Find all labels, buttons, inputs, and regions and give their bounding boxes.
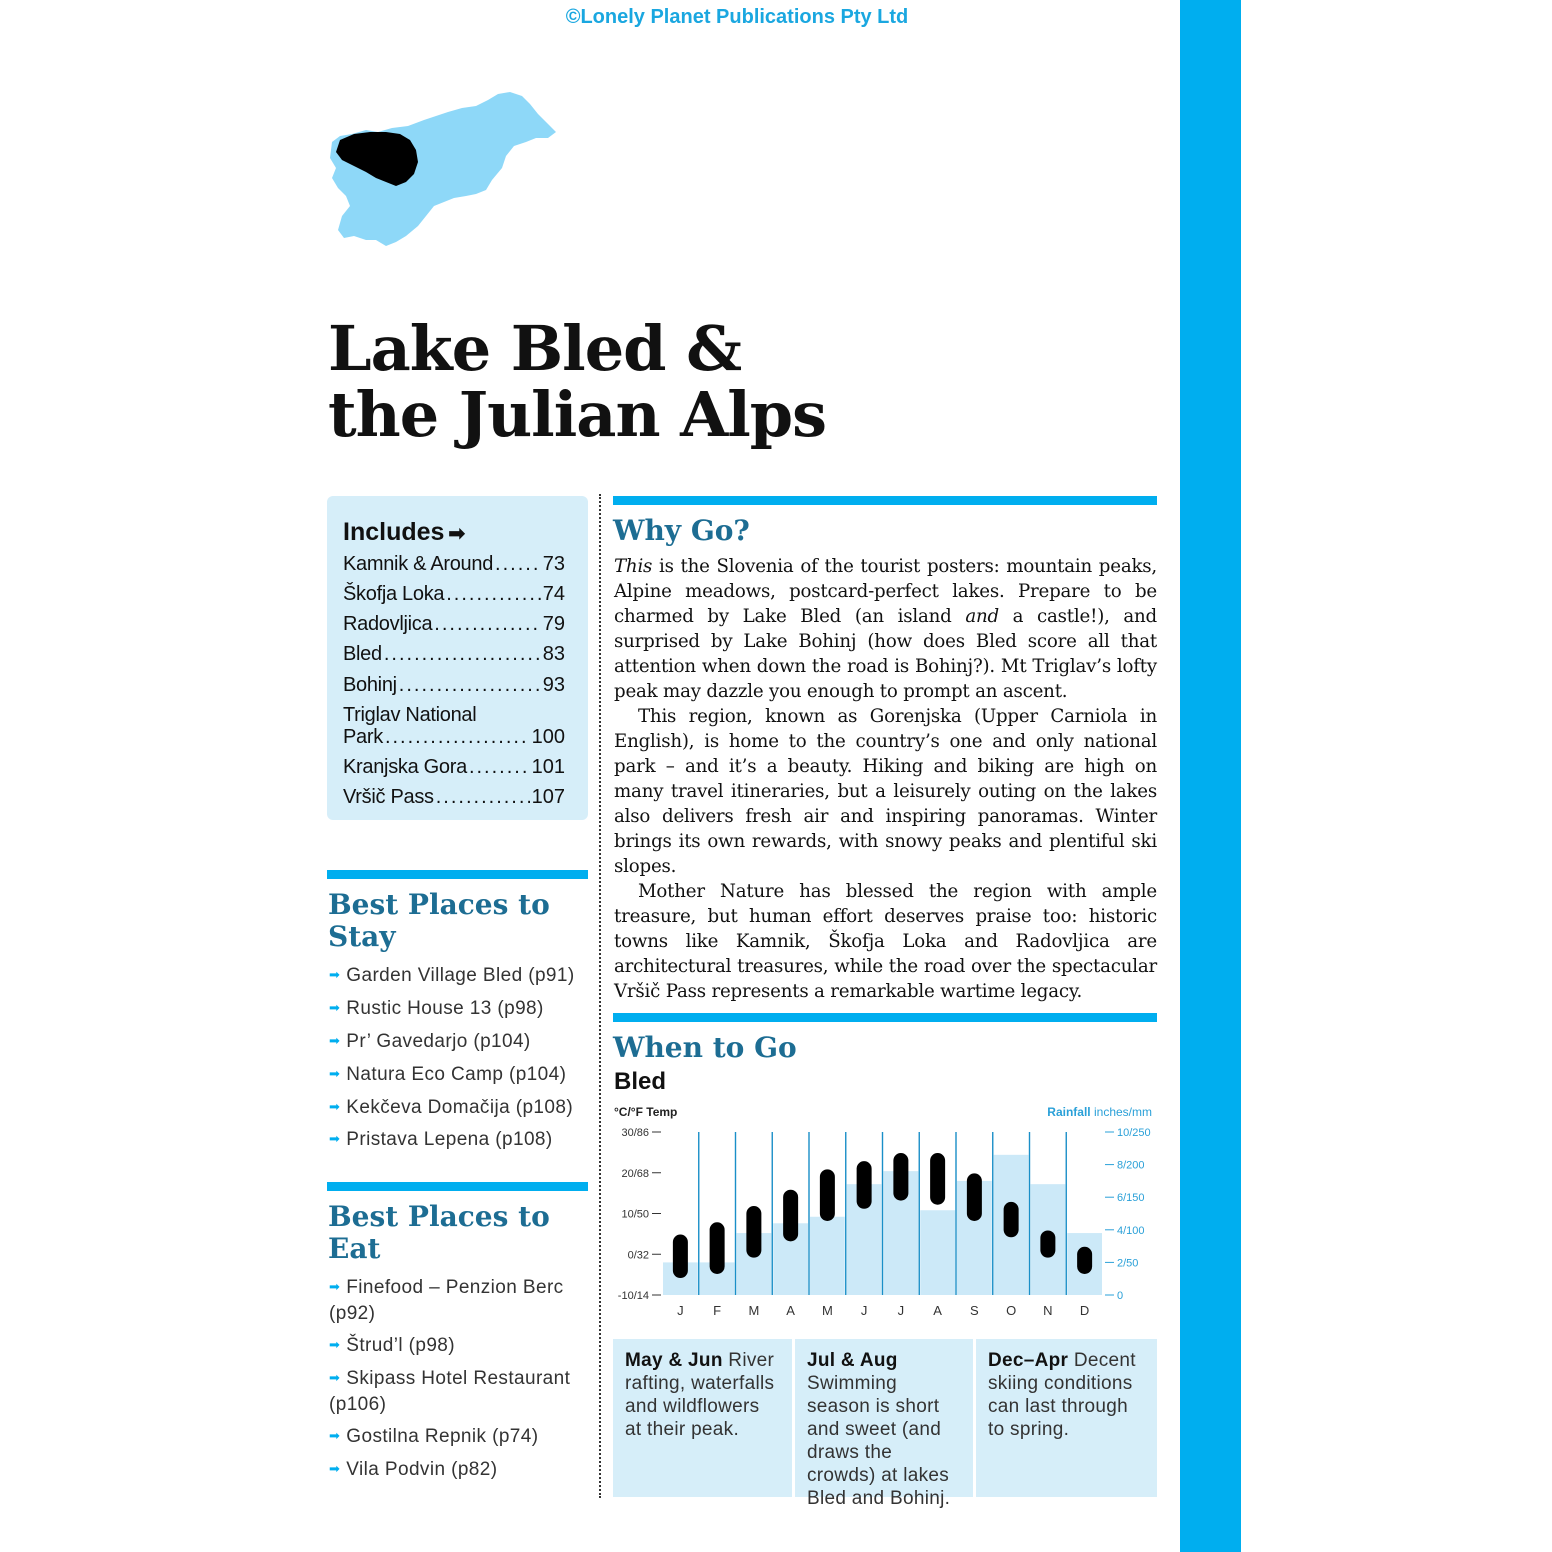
stay-item-text: Pr’ Gavedarjo (p104) <box>346 1031 531 1052</box>
season-box-title: Jul & Aug <box>807 1350 898 1371</box>
toc-item-line-1[interactable] <box>343 704 565 726</box>
eat-item[interactable] <box>329 1456 587 1483</box>
arrow-right-icon: ➡ <box>329 1099 341 1114</box>
temp-tick-label: 20/68 <box>621 1167 649 1180</box>
toc-leader <box>436 786 530 808</box>
toc-leader <box>385 726 530 748</box>
stay-item[interactable] <box>329 962 587 989</box>
toc-item[interactable] <box>343 726 565 748</box>
stay-item-text: Rustic House 13 (p98) <box>346 998 544 1019</box>
temp-tick-label: 30/86 <box>621 1127 649 1139</box>
slovenia-locator-map <box>326 90 562 248</box>
arrow-right-icon: ➡ <box>329 1066 341 1081</box>
season-box-may-jun <box>613 1339 792 1497</box>
why-go-lead: This <box>614 556 653 577</box>
temp-axis-label: °C/°F Temp <box>614 1105 678 1119</box>
eat-item[interactable] <box>329 1332 587 1359</box>
eat-item-text: Gostilna Repnik (p74) <box>346 1426 539 1447</box>
copyright-notice: ©Lonely Planet Publications Pty Ltd <box>565 6 909 28</box>
toc-item[interactable] <box>343 674 565 696</box>
month-label: D <box>1079 1303 1090 1318</box>
toc-item[interactable] <box>343 643 565 665</box>
eat-item-text: Finefood – Penzion Berc (p92) <box>329 1277 564 1324</box>
stay-item[interactable] <box>329 1094 587 1121</box>
chapter-title-line-1: Lake Bled & <box>328 312 742 385</box>
toc-label: Vršič Pass <box>343 786 434 808</box>
season-box-text: Swimming season is short and sweet (and draws the crowds) at lakes Bled and Bohinj. <box>807 1373 951 1509</box>
section-rule <box>327 1182 588 1191</box>
month-label: M <box>748 1303 760 1318</box>
month-label: J <box>677 1303 684 1318</box>
includes-heading <box>343 518 465 547</box>
toc-label: Bled <box>343 643 382 665</box>
chapter-tab-bar <box>1180 0 1241 1552</box>
rainfall-bar <box>920 1210 955 1295</box>
toc-label: Park <box>343 726 383 748</box>
eat-heading-line-1: Best Places to <box>328 1200 550 1233</box>
toc-label: Triglav National <box>343 704 477 726</box>
toc-page: 79 <box>542 613 565 635</box>
arrow-right-icon: ➡ <box>329 1370 341 1385</box>
rain-tick-label: 2/50 <box>1117 1257 1139 1270</box>
why-go-heading: Why Go? <box>613 514 750 547</box>
arrow-right-icon: ➡ <box>329 1033 341 1048</box>
stay-heading-line-2: Stay <box>328 920 396 953</box>
rain-tick-label: 10/250 <box>1117 1127 1151 1139</box>
toc-page: 83 <box>542 643 565 665</box>
toc-page: 93 <box>542 674 565 696</box>
season-box-text: River rafting, waterfalls and wildflowers at their peak. <box>625 1350 775 1440</box>
rain-tick-label: 6/150 <box>1117 1192 1145 1205</box>
chapter-title-line-2: the Julian Alps <box>328 378 827 451</box>
toc-page: 74 <box>542 583 565 605</box>
arrow-right-icon: ➡ <box>329 1461 341 1476</box>
toc-leader <box>495 553 541 575</box>
toc-page: 107 <box>531 786 565 808</box>
rainfall-bar <box>810 1217 845 1295</box>
toc-leader <box>446 583 541 605</box>
arrow-right-icon: ➡ <box>329 1337 341 1352</box>
rain-tick-label: 0 <box>1117 1290 1124 1302</box>
when-to-go-heading: When to Go <box>613 1031 797 1064</box>
stay-item[interactable] <box>329 1028 587 1055</box>
climate-chart <box>610 1120 1160 1330</box>
rain-axis-label-units: inches/mm <box>1090 1105 1152 1119</box>
eat-heading <box>328 1201 550 1265</box>
eat-item-text: Štrud’l (p98) <box>346 1335 455 1356</box>
arrow-right-icon: ➡ <box>329 1000 341 1015</box>
rain-axis-label <box>1020 1105 1152 1119</box>
month-label: J <box>860 1303 868 1318</box>
toc-label: Radovljica <box>343 613 433 635</box>
toc-item[interactable] <box>343 553 565 575</box>
section-rule <box>613 1013 1157 1022</box>
season-box-dec-apr <box>976 1339 1157 1497</box>
stay-heading <box>328 889 550 953</box>
eat-item-text: Vila Podvin (p82) <box>346 1459 498 1480</box>
toc-item[interactable] <box>343 786 565 808</box>
month-label: A <box>933 1303 942 1318</box>
month-label: N <box>1043 1303 1053 1318</box>
toc-page: 101 <box>531 756 565 778</box>
why-go-body <box>614 554 1157 1004</box>
eat-item-text: Skipass Hotel Restaurant (p106) <box>329 1368 571 1415</box>
month-label: S <box>970 1303 979 1318</box>
climate-place: Bled <box>614 1068 667 1095</box>
eat-item[interactable] <box>329 1274 587 1327</box>
arrow-right-icon: ➡ <box>329 967 341 982</box>
arrow-right-icon: ➡ <box>448 523 466 545</box>
stay-item[interactable] <box>329 1061 587 1088</box>
toc-leader <box>399 674 541 696</box>
arrow-right-icon: ➡ <box>329 1131 341 1146</box>
toc-label: Kranjska Gora <box>343 756 467 778</box>
why-go-paragraph: This region, known as Gorenjska (Upper Carniola in English), is home to the country’s one and only national park – and it’s a beauty. Hiking and biking are high on many travel itineraries, but a leisurely outing on the lakes also delivers fresh air and inspiring panoramas. Winter brings its own rewards, with snowy peaks and plentiful ski slopes. <box>614 706 1157 877</box>
section-rule <box>613 496 1157 505</box>
toc-label: Kamnik & Around <box>343 553 494 575</box>
toc-leader <box>384 643 541 665</box>
includes-heading-text: Includes <box>343 518 445 546</box>
eat-item[interactable] <box>329 1423 587 1450</box>
stay-item-text: Kekčeva Domačija (p108) <box>346 1097 574 1118</box>
toc-leader <box>469 756 530 778</box>
temp-tick-label: -10/14 <box>617 1290 649 1302</box>
season-box-title: Dec–Apr <box>988 1350 1069 1371</box>
why-go-text: is the Slovenia of the tourist posters: mountain peaks, Alpine meadows, postcard-perfect lakes. Prepare to be charmed by Lake Bled (an island <box>614 556 1157 627</box>
stay-item[interactable] <box>329 995 587 1022</box>
temp-tick-label: 10/50 <box>621 1208 649 1221</box>
season-box-title: May & Jun <box>625 1350 723 1371</box>
chapter-title <box>328 312 1088 451</box>
toc-label: Bohinj <box>343 674 397 696</box>
month-label: J <box>897 1303 905 1318</box>
why-go-paragraph <box>614 554 1157 704</box>
arrow-right-icon: ➡ <box>329 1279 341 1294</box>
rain-tick-label: 8/200 <box>1117 1159 1145 1172</box>
column-divider <box>599 494 601 1498</box>
toc-leader <box>434 613 540 635</box>
arrow-right-icon: ➡ <box>329 1428 341 1443</box>
stay-item-text: Pristava Lepena (p108) <box>346 1129 553 1150</box>
toc-page: 100 <box>531 726 565 748</box>
rain-axis-label-bold: Rainfall <box>1047 1105 1091 1119</box>
toc-label: Škofja Loka <box>343 583 445 605</box>
why-go-text: a castle!), and surprised by Lake Bohinj (how does Bled score all that attention when down the road is Bohinj?). Mt Triglav’s lofty peak may dazzle you enough to prompt an ascent. <box>614 606 1157 702</box>
season-box-jul-aug <box>795 1339 973 1509</box>
why-go-paragraph: Mother Nature has blessed the region with ample treasure, but human effort deserves praise too: historic towns like Kamnik, Škofja Loka and Radovljica are architectural treasures, while the road over the spectacular Vršič Pass represents a remarkable wartime legacy. <box>614 881 1157 1002</box>
stay-item[interactable] <box>329 1126 587 1153</box>
eat-heading-line-2: Eat <box>328 1232 381 1265</box>
stay-item-text: Garden Village Bled (p91) <box>346 965 575 986</box>
month-label: F <box>713 1303 722 1318</box>
toc-page: 73 <box>542 553 565 575</box>
toc-item[interactable] <box>343 583 565 605</box>
month-label: A <box>786 1303 795 1318</box>
season-box-text: Decent skiing conditions can last through to spring. <box>988 1350 1136 1440</box>
stay-heading-line-1: Best Places to <box>328 888 550 921</box>
toc-item[interactable] <box>343 613 565 635</box>
rain-tick-label: 4/100 <box>1117 1224 1145 1237</box>
month-label: O <box>1006 1303 1017 1318</box>
why-go-em: and <box>965 606 999 627</box>
month-label: M <box>821 1303 833 1318</box>
eat-item[interactable] <box>329 1365 587 1418</box>
temp-tick-label: 0/32 <box>627 1249 649 1262</box>
stay-item-text: Natura Eco Camp (p104) <box>346 1064 567 1085</box>
section-rule <box>327 870 588 879</box>
toc-item[interactable] <box>343 756 565 778</box>
